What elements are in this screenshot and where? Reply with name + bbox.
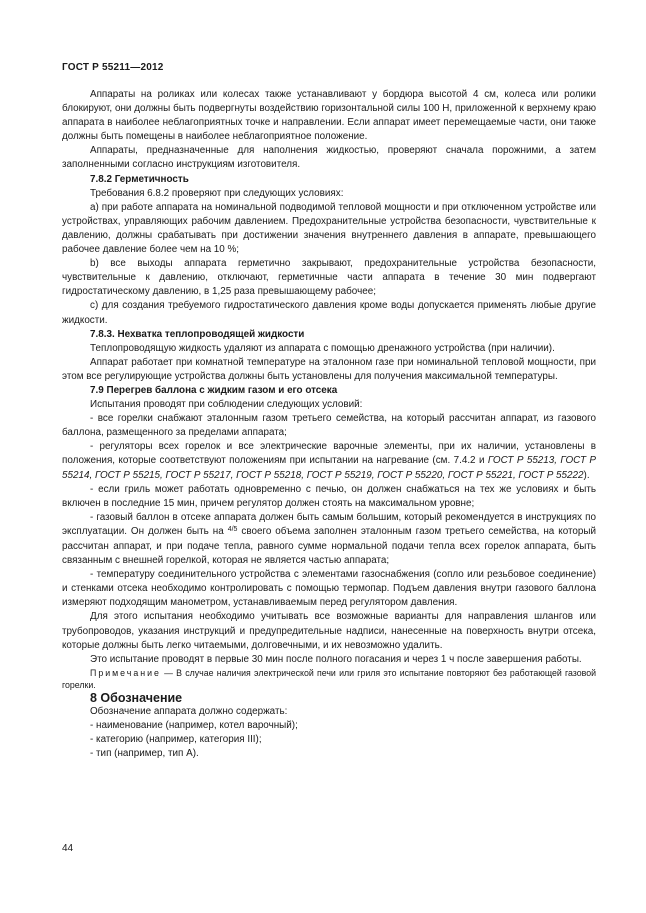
paragraph	[62, 440, 596, 482]
paragraph: Обозначение аппарата должно содержать:	[90, 705, 288, 717]
document-body	[62, 88, 596, 761]
section-heading-8: 8 Обозначение	[90, 690, 183, 705]
list-item: - категорию (например, категория III);	[90, 734, 262, 746]
section-heading-7-8-3: 7.8.3. Нехватка теплопроводящей жидкости	[90, 328, 305, 340]
paragraph-text: - регуляторы всех горелок и все электрические варочные элементы, при их наличии, установлены в положения, которые соответствуют положениям при испытании на нагревание (см. 7.4.2 и	[62, 441, 596, 467]
paragraph: Аппарат работает при комнатной температуре на эталонном газе при номинальной тепловой мощности, при этом все регулирующие устройства должны быть установлены для получения максимальной температуры.	[62, 356, 596, 382]
note-text: — В случае наличия электрической печи или гриля это испытание повторяют без работающей газовой горелки.	[62, 667, 596, 690]
paragraph: Теплопроводящую жидкость удаляют из аппарата с помощью дренажного устройства (при наличии).	[90, 342, 555, 354]
paragraph: а) при работе аппарата на номинальной подводимой тепловой мощности и при отключенном устройстве или устройствах, управляющих рабочим давлением. Предохранительные устройства безопасности, чувствительные к давлению, должны срабатывать при достижении значения внутреннего давления в аппарате, превышающего рабочее давление более чем на 10 %;	[62, 201, 596, 256]
note-label: Примечание	[90, 667, 161, 678]
list-item: - наименование (например, котел варочный);	[90, 720, 298, 732]
paragraph: - все горелки снабжают эталонным газом третьего семейства, на который рассчитан аппарат, из газового баллона, размещенного за пределами аппарата;	[62, 413, 596, 439]
paragraph: Аппараты на роликах или колесах также устанавливают у бордюра высотой 4 см, колеса или ролики блокируют, они должны быть подвергнуты воздействию горизонтальной силы 100 Н, приложенной к верхнему краю аппарата в наиболее неблагоприятных точке и направлении. Если аппарат имеет перемещаемые части, они также должны быть помещены в наиболее неблагоприятное положение.	[62, 89, 596, 143]
paragraph-text: своего объема заполнен эталонным газом третьего семейства, на который рассчитан аппарат, и при подаче тепла, равного сумме нормальной подачи тепла всех горелок аппарата, быть связанным с внешней горелкой, которая не является частью аппарата;	[62, 525, 596, 567]
standards-reference: ГОСТ Р 55213, ГОСТ Р 55214, ГОСТ Р 55215, ГОСТ Р 55217, ГОСТ Р 55218, ГОСТ Р 55219, ГОСТ Р 55220, ГОСТ Р 55221, ГОСТ Р 55222	[62, 455, 596, 481]
section-heading-7-8-2: 7.8.2 Герметичность	[90, 173, 189, 185]
paragraph: Аппараты, предназначенные для наполнения жидкостью, проверяют сначала порожними, а затем заполненными согласно инструкциям изготовителя.	[62, 145, 596, 171]
list-item: - тип (например, тип А).	[90, 748, 199, 760]
paragraph-text: - газовый баллон в отсеке аппарата должен быть самым большим, который рекомендуется в инструкциях по эксплуатации. Он должен быть на	[62, 511, 596, 537]
paragraph: Для этого испытания необходимо учитывать все возможные варианты для направления шлангов или трубопроводов, указания инструкций и предупредительные надписи, нанесенные на поверхность внутри отсека, которые должны быть легко читаемыми, долговечными, и их невозможно удалить.	[62, 611, 596, 651]
paragraph-text: ).	[583, 469, 590, 481]
page-number: 44	[62, 843, 74, 854]
paragraph: - если гриль может работать одновременно с печью, он должен снабжаться на тех же условиях и быть включен в последние 15 мин, причем регулятор должен стоять на максимальном уровне;	[62, 483, 596, 509]
paragraph: Это испытание проводят в первые 30 мин после полного погасания и через 1 ч после завершения работы.	[90, 653, 582, 665]
paragraph: - температуру соединительного устройства с элементами газоснабжения (сопло или резьбовое соединение) и стенками отсека необходимо контролировать с помощью термопар. Подъем давления внутри газового баллона измеряют подходящим манометром, устанавливаемым перед регулятором давления.	[62, 569, 596, 609]
paragraph: b) все выходы аппарата герметично закрывают, предохранительные устройства безопасности, чувствительные к давлению, отключают, герметичные части аппарата в течение 30 мин подвергают гидростатическому давлению, в 1,25 раза превышающему рабочее;	[62, 258, 596, 298]
standard-header: ГОСТ Р 55211—2012	[62, 62, 164, 73]
paragraph: Требования 6.8.2 проверяют при следующих условиях:	[90, 187, 344, 199]
paragraph: Испытания проводят при соблюдении следующих условий:	[90, 399, 363, 411]
paragraph	[62, 511, 596, 568]
note	[62, 667, 596, 691]
fraction: 4/5	[227, 525, 238, 533]
section-heading-7-9: 7.9 Перегрев баллона с жидким газом и его отсека	[90, 384, 338, 396]
paragraph: с) для создания требуемого гидростатического давления кроме воды допускается применять любые другие жидкости.	[62, 300, 596, 326]
